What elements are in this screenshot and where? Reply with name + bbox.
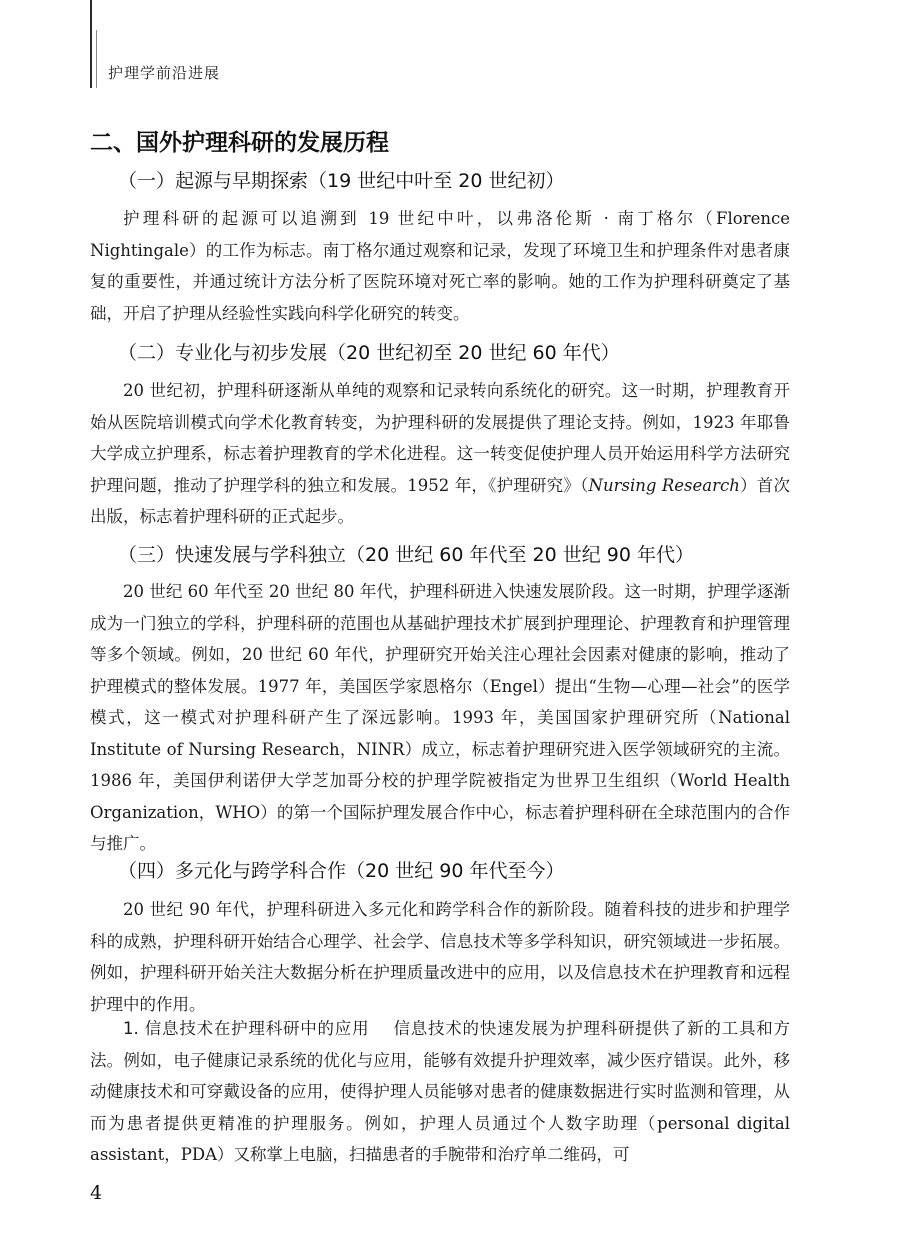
paragraph-4: 20 世纪 90 年代，护理科研进入多元化和跨学科合作的新阶段。随着科技的进步和护理学科的成熟，护理科研开始结合心理学、社会学、信息技术等多学科知识，研究领域进一步拓展。例如，护理科研开始关注大数据分析在护理质量改进中的应用，以及信息技术在护理教育和远程护理中的作用。: [90, 900, 790, 1014]
paragraph-2-tail: ）首次出版，标志着护理科研的正式起步。: [90, 475, 790, 526]
page-number: 4: [90, 1182, 103, 1204]
subsection-title-1: （一）起源与早期探索（19 世纪中叶至 20 世纪初）: [118, 170, 565, 192]
paragraph-5: [90, 1013, 790, 1171]
subsection-title-3: （三）快速发展与学科独立（20 世纪 60 年代至 20 世纪 90 年代）: [118, 544, 694, 566]
header-rule-thin: [96, 30, 97, 88]
running-title: 护理学前沿进展: [108, 64, 221, 82]
item-heading: 1. 信息技术在护理科研中的应用: [123, 1019, 370, 1038]
item-text: 信息技术的快速发展为护理科研提供了新的工具和方法。例如，电子健康记录系统的优化与应用，能够有效提升护理效率，减少医疗错误。此外，移动健康技术和可穿戴设备的应用，使得护理人员能够对患者的健康数据进行实时监测和管理，从而为患者提供更精准的护理服务。例如，护理人员通过个人数字助理（personal digital assistant，PDA）又称掌上电脑，扫描患者的手腕带和治疗单二维码，可: [90, 1019, 790, 1164]
paragraph-1: 护理科研的起源可以追溯到 19 世纪中叶，以弗洛伦斯 · 南丁格尔（Florence Nightingale）的工作为标志。南丁格尔通过观察和记录，发现了环境卫生和护理条件对患者康复的重要性，并通过统计方法分析了医院环境对死亡率的影响。她的工作为护理科研奠定了基础，开启了护理从经验性实践向科学化研究的转变。: [90, 209, 790, 323]
journal-title: Nursing Research: [588, 475, 740, 495]
subsection-title-4: （四）多元化与跨学科合作（20 世纪 90 年代至今）: [118, 860, 565, 882]
header-rule: [90, 0, 92, 88]
paragraph-2-text: 20 世纪初，护理科研逐渐从单纯的观察和记录转向系统化的研究。这一时期，护理教育开始从医院培训模式向学术化教育转变，为护理科研的发展提供了理论支持。例如，1923 年耶鲁大学成立护理系，标志着护理教育的学术化进程。这一转变促使护理人员开始运用科学方法研究护理问题，推动了护理学科的独立和发展。1952 年，《护理研究》（: [90, 381, 790, 495]
subsection-title-2: （二）专业化与初步发展（20 世纪初至 20 世纪 60 年代）: [118, 342, 620, 364]
paragraph-2: [90, 375, 790, 533]
paragraph-3: 20 世纪 60 年代至 20 世纪 80 年代，护理科研进入快速发展阶段。这一时期，护理学逐渐成为一门独立的学科，护理科研的范围也从基础护理技术扩展到护理理论、护理教育和护理管理等多个领域。例如，20 世纪 60 年代，护理研究开始关注心理社会因素对健康的影响，推动了护理模式的整体发展。1977 年，美国医学家恩格尔（Engel）提出“生物—心理—社会”的医学模式，这一模式对护理科研产生了深远影响。1993 年，美国国家护理研究所（National Institute of Nursing Research，NINR）成立，标志着护理研究进入医学领域研究的主流。1986 年，美国伊利诺伊大学芝加哥分校的护理学院被指定为世界卫生组织（World Health Organization，WHO）的第一个国际护理发展合作中心，标志着护理科研在全球范围内的合作与推广。: [90, 582, 790, 853]
section-title: 二、国外护理科研的发展历程: [90, 130, 389, 156]
